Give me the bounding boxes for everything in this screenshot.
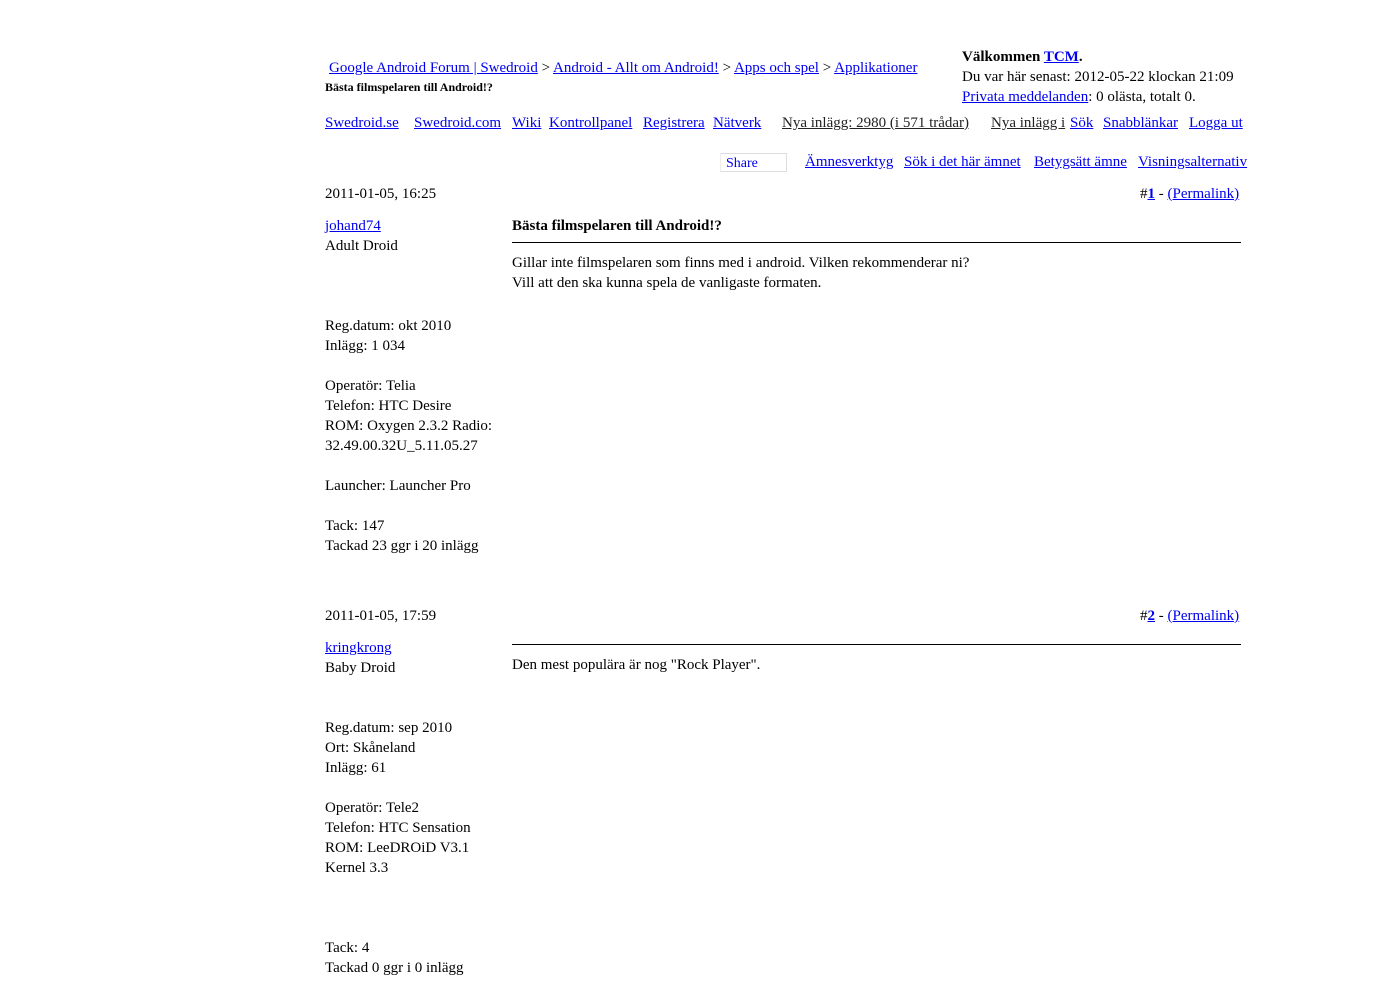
nav-new-posts-in[interactable]: Nya inlägg i — [991, 115, 1066, 131]
permalink-link[interactable]: (Permalink) — [1167, 186, 1240, 202]
post-title: Bästa filmspelaren till Android!? — [512, 218, 722, 234]
breadcrumb — [329, 58, 917, 78]
user-rank: Adult Droid — [325, 238, 398, 254]
post-number — [1140, 606, 1239, 626]
post-username-link[interactable]: kringkrong — [325, 640, 392, 656]
private-messages — [962, 87, 1196, 107]
user-rank: Baby Droid — [325, 660, 396, 676]
user-thanked: Tackad 0 ggr i 0 inlägg — [325, 960, 464, 976]
breadcrumb-link-forum-home[interactable]: Google Android Forum | Swedroid — [329, 60, 538, 76]
user-reg-date: Reg.datum: sep 2010 — [325, 720, 453, 736]
post-date: 2011-01-05, 17:59 — [325, 608, 437, 624]
share-button[interactable]: Share — [720, 153, 787, 172]
welcome-prefix: Välkommen — [962, 49, 1041, 65]
nav-swedroid-se[interactable]: Swedroid.se — [325, 115, 399, 131]
post-number-hash: # — [1140, 608, 1148, 624]
rate-thread-menu[interactable]: Betygsätt ämne — [1034, 154, 1127, 170]
user-post-count: Inlägg: 1 034 — [325, 338, 405, 354]
post-divider — [512, 644, 1241, 645]
post-number-link[interactable]: 2 — [1147, 608, 1155, 624]
breadcrumb-link-android[interactable]: Android - Allt om Android! — [552, 60, 719, 76]
user-rom: ROM: Oxygen 2.3.2 Radio: — [325, 418, 493, 434]
permalink-link[interactable]: (Permalink) — [1167, 608, 1240, 624]
breadcrumb-separator: > — [541, 60, 551, 76]
post-number-dash: - — [1158, 186, 1164, 202]
user-phone: Telefon: HTC Desire — [325, 398, 452, 414]
user-operator: Operatör: Telia — [325, 378, 416, 394]
search-thread-menu[interactable]: Sök i det här ämnet — [904, 154, 1021, 170]
user-thanks: Tack: 147 — [325, 518, 385, 534]
breadcrumb-separator: > — [722, 60, 732, 76]
user-launcher: Launcher: Launcher Pro — [325, 478, 471, 494]
nav-register[interactable]: Registrera — [643, 115, 705, 131]
user-thanks: Tack: 4 — [325, 940, 370, 956]
welcome-heading — [962, 47, 1083, 67]
private-messages-status: : 0 olästa, totalt 0. — [1088, 89, 1196, 105]
user-kernel: Kernel 3.3 — [325, 860, 389, 876]
private-messages-link[interactable]: Privata meddelanden — [962, 89, 1089, 105]
breadcrumb-link-apps[interactable]: Apps och spel — [733, 60, 819, 76]
last-visit-text: Du var här senast: 2012-05-22 klockan 21:09 — [962, 69, 1234, 85]
post-number — [1140, 184, 1239, 204]
user-operator: Operatör: Tele2 — [325, 800, 420, 816]
user-post-count: Inlägg: 61 — [325, 760, 387, 776]
nav-quicklinks[interactable]: Snabblänkar — [1103, 115, 1178, 131]
nav-new-posts-count[interactable]: Nya inlägg: 2980 (i 571 trådar) — [782, 115, 970, 131]
post-body-line: Den mest populära är nog "Rock Player". — [512, 657, 761, 673]
nav-swedroid-com[interactable]: Swedroid.com — [414, 115, 502, 131]
nav-network[interactable]: Nätverk — [713, 115, 762, 131]
user-rom: ROM: LeeDROiD V3.1 — [325, 840, 470, 856]
user-thanked: Tackad 23 ggr i 20 inlägg — [325, 538, 479, 554]
post-number-dash: - — [1158, 608, 1164, 624]
user-phone: Telefon: HTC Sensation — [325, 820, 471, 836]
nav-control-panel[interactable]: Kontrollpanel — [549, 115, 633, 131]
post-number-hash: # — [1140, 186, 1148, 202]
post-date: 2011-01-05, 16:25 — [325, 186, 437, 202]
nav-search[interactable]: Sök — [1070, 115, 1094, 131]
breadcrumb-link-applications[interactable]: Applikationer — [834, 60, 918, 76]
display-options-menu[interactable]: Visningsalternativ — [1138, 154, 1248, 170]
post-divider — [512, 242, 1241, 243]
page-title: Bästa filmspelaren till Android!? — [325, 80, 493, 94]
user-location: Ort: Skåneland — [325, 740, 416, 756]
user-reg-date: Reg.datum: okt 2010 — [325, 318, 452, 334]
welcome-suffix: . — [1078, 49, 1083, 65]
post-number-link[interactable]: 1 — [1147, 186, 1155, 202]
user-radio: 32.49.00.32U_5.11.05.27 — [325, 438, 478, 454]
username-link[interactable]: TCM — [1043, 49, 1079, 65]
breadcrumb-separator: > — [822, 60, 832, 76]
post-username-link[interactable]: johand74 — [325, 218, 381, 234]
post-body-line: Vill att den ska kunna spela de vanligaste formaten. — [512, 275, 822, 291]
post-body-line: Gillar inte filmspelaren som finns med i android. Vilken rekommenderar ni? — [512, 255, 970, 271]
nav-wiki[interactable]: Wiki — [512, 115, 542, 131]
nav-logout[interactable]: Logga ut — [1189, 115, 1243, 131]
thread-tools-menu[interactable]: Ämnesverktyg — [805, 154, 894, 170]
